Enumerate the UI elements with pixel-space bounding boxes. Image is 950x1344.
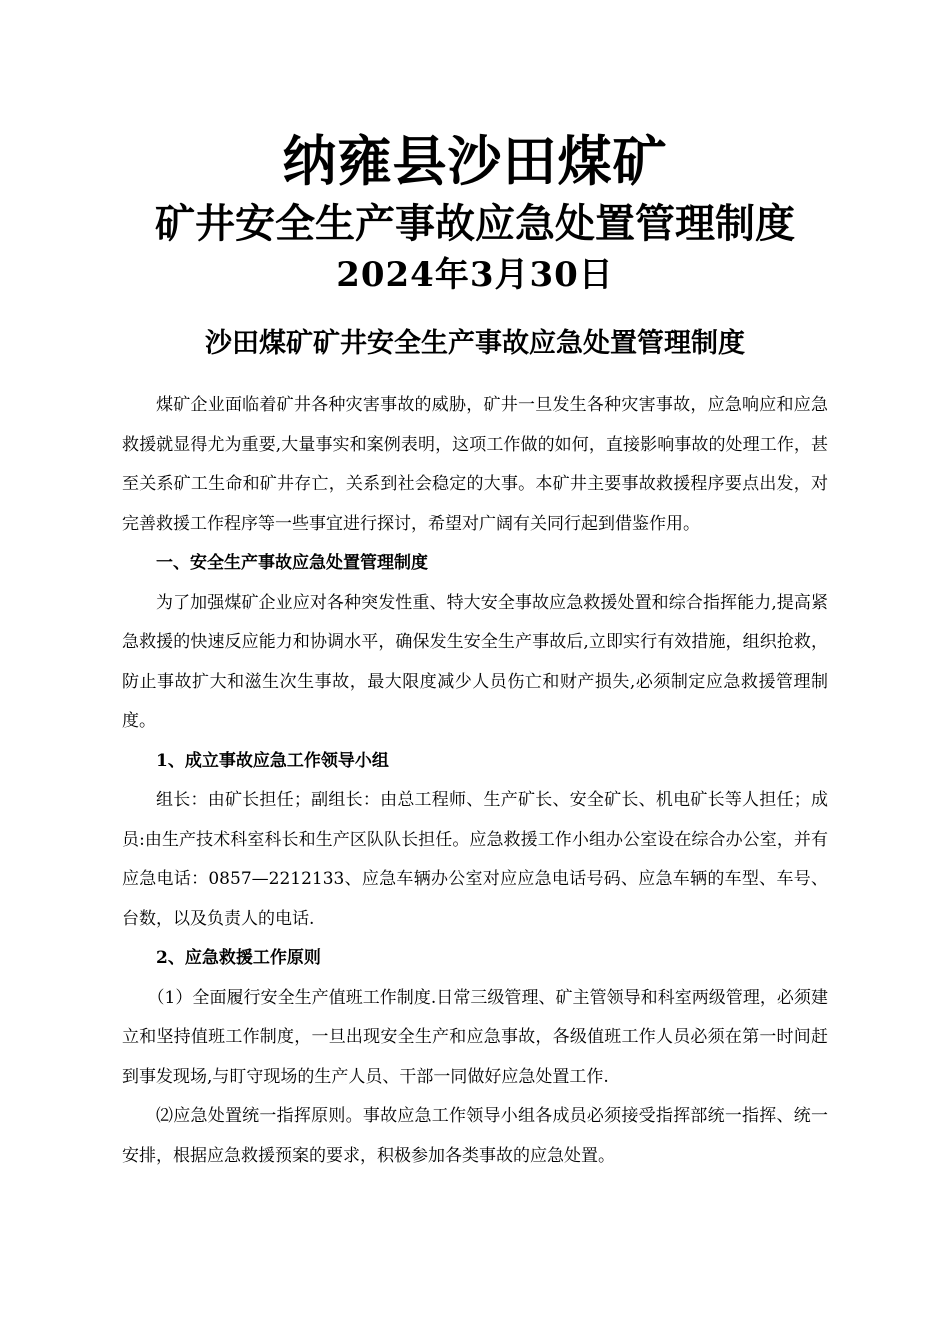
document-heading: 沙田煤矿矿井安全生产事故应急处置管理制度 (205, 328, 745, 359)
item-2-point-1: （1）全面履行安全生产值班工作制度.日常三级管理、矿主管领导和科室两级管理，必须建立和坚持值班工作制度，一旦出现安全生产和应急事故，各级值班工作人员必须在第一时间赶到事发现场,与盯守现场的生产人员、干部一同做好应急处置工作. (122, 987, 828, 1087)
intro-paragraph: 煤矿企业面临着矿井各种灾害事故的威胁，矿井一旦发生各种灾害事故，应急响应和应急救援就显得尤为重要,大量事实和案例表明，这项工作做的如何，直接影响事故的处理工作，甚至关系矿工生命和矿井存亡，关系到社会稳定的大事。本矿井主要事故救援程序要点出发，对完善救援工作程序等一些事宜进行探讨，希望对广阔有关同行起到借鉴作用。 (122, 395, 828, 534)
system-title: 矿井安全生产事故应急处置管理制度 (155, 200, 795, 247)
item-2-point-2: ⑵应急处置统一指挥原则。事故应急工作领导小组各成员必须接受指挥部统一指挥、统一安排，根据应急救援预案的要求，积极参加各类事故的应急处置。 (122, 1106, 828, 1166)
item-1-title: 1、成立事故应急工作领导小组 (156, 750, 389, 771)
section-1-paragraph: 为了加强煤矿企业应对各种突发性重、特大安全事故应急救援处置和综合指挥能力,提高紧急救援的快速反应能力和协调水平，确保发生安全生产事故后,立即实行有效措施，组织抢救，防止事故扩大和滋生次生事故，最大限度减少人员伤亡和财产损失,必须制定应急救援管理制度。 (122, 592, 828, 731)
company-name: 纳雍县沙田煤矿 (282, 129, 668, 193)
document-date: 2024年3月30日 (336, 255, 614, 295)
item-2-title: 2、应急救援工作原则 (156, 948, 321, 968)
document-body (122, 386, 828, 1176)
section-1-title: 一、安全生产事故应急处置管理制度 (156, 553, 428, 573)
item-1-paragraph: 组长：由矿长担任；副组长：由总工程师、生产矿长、安全矿长、机电矿长等人担任；成员:由生产技术科室科长和生产区队队长担任。应急救援工作小组办公室设在综合办公室，并有应急电话：0857—2212133、应急车辆办公室对应应急电话号码、应急车辆的车型、车号、台数，以及负责人的电话. (122, 790, 828, 929)
